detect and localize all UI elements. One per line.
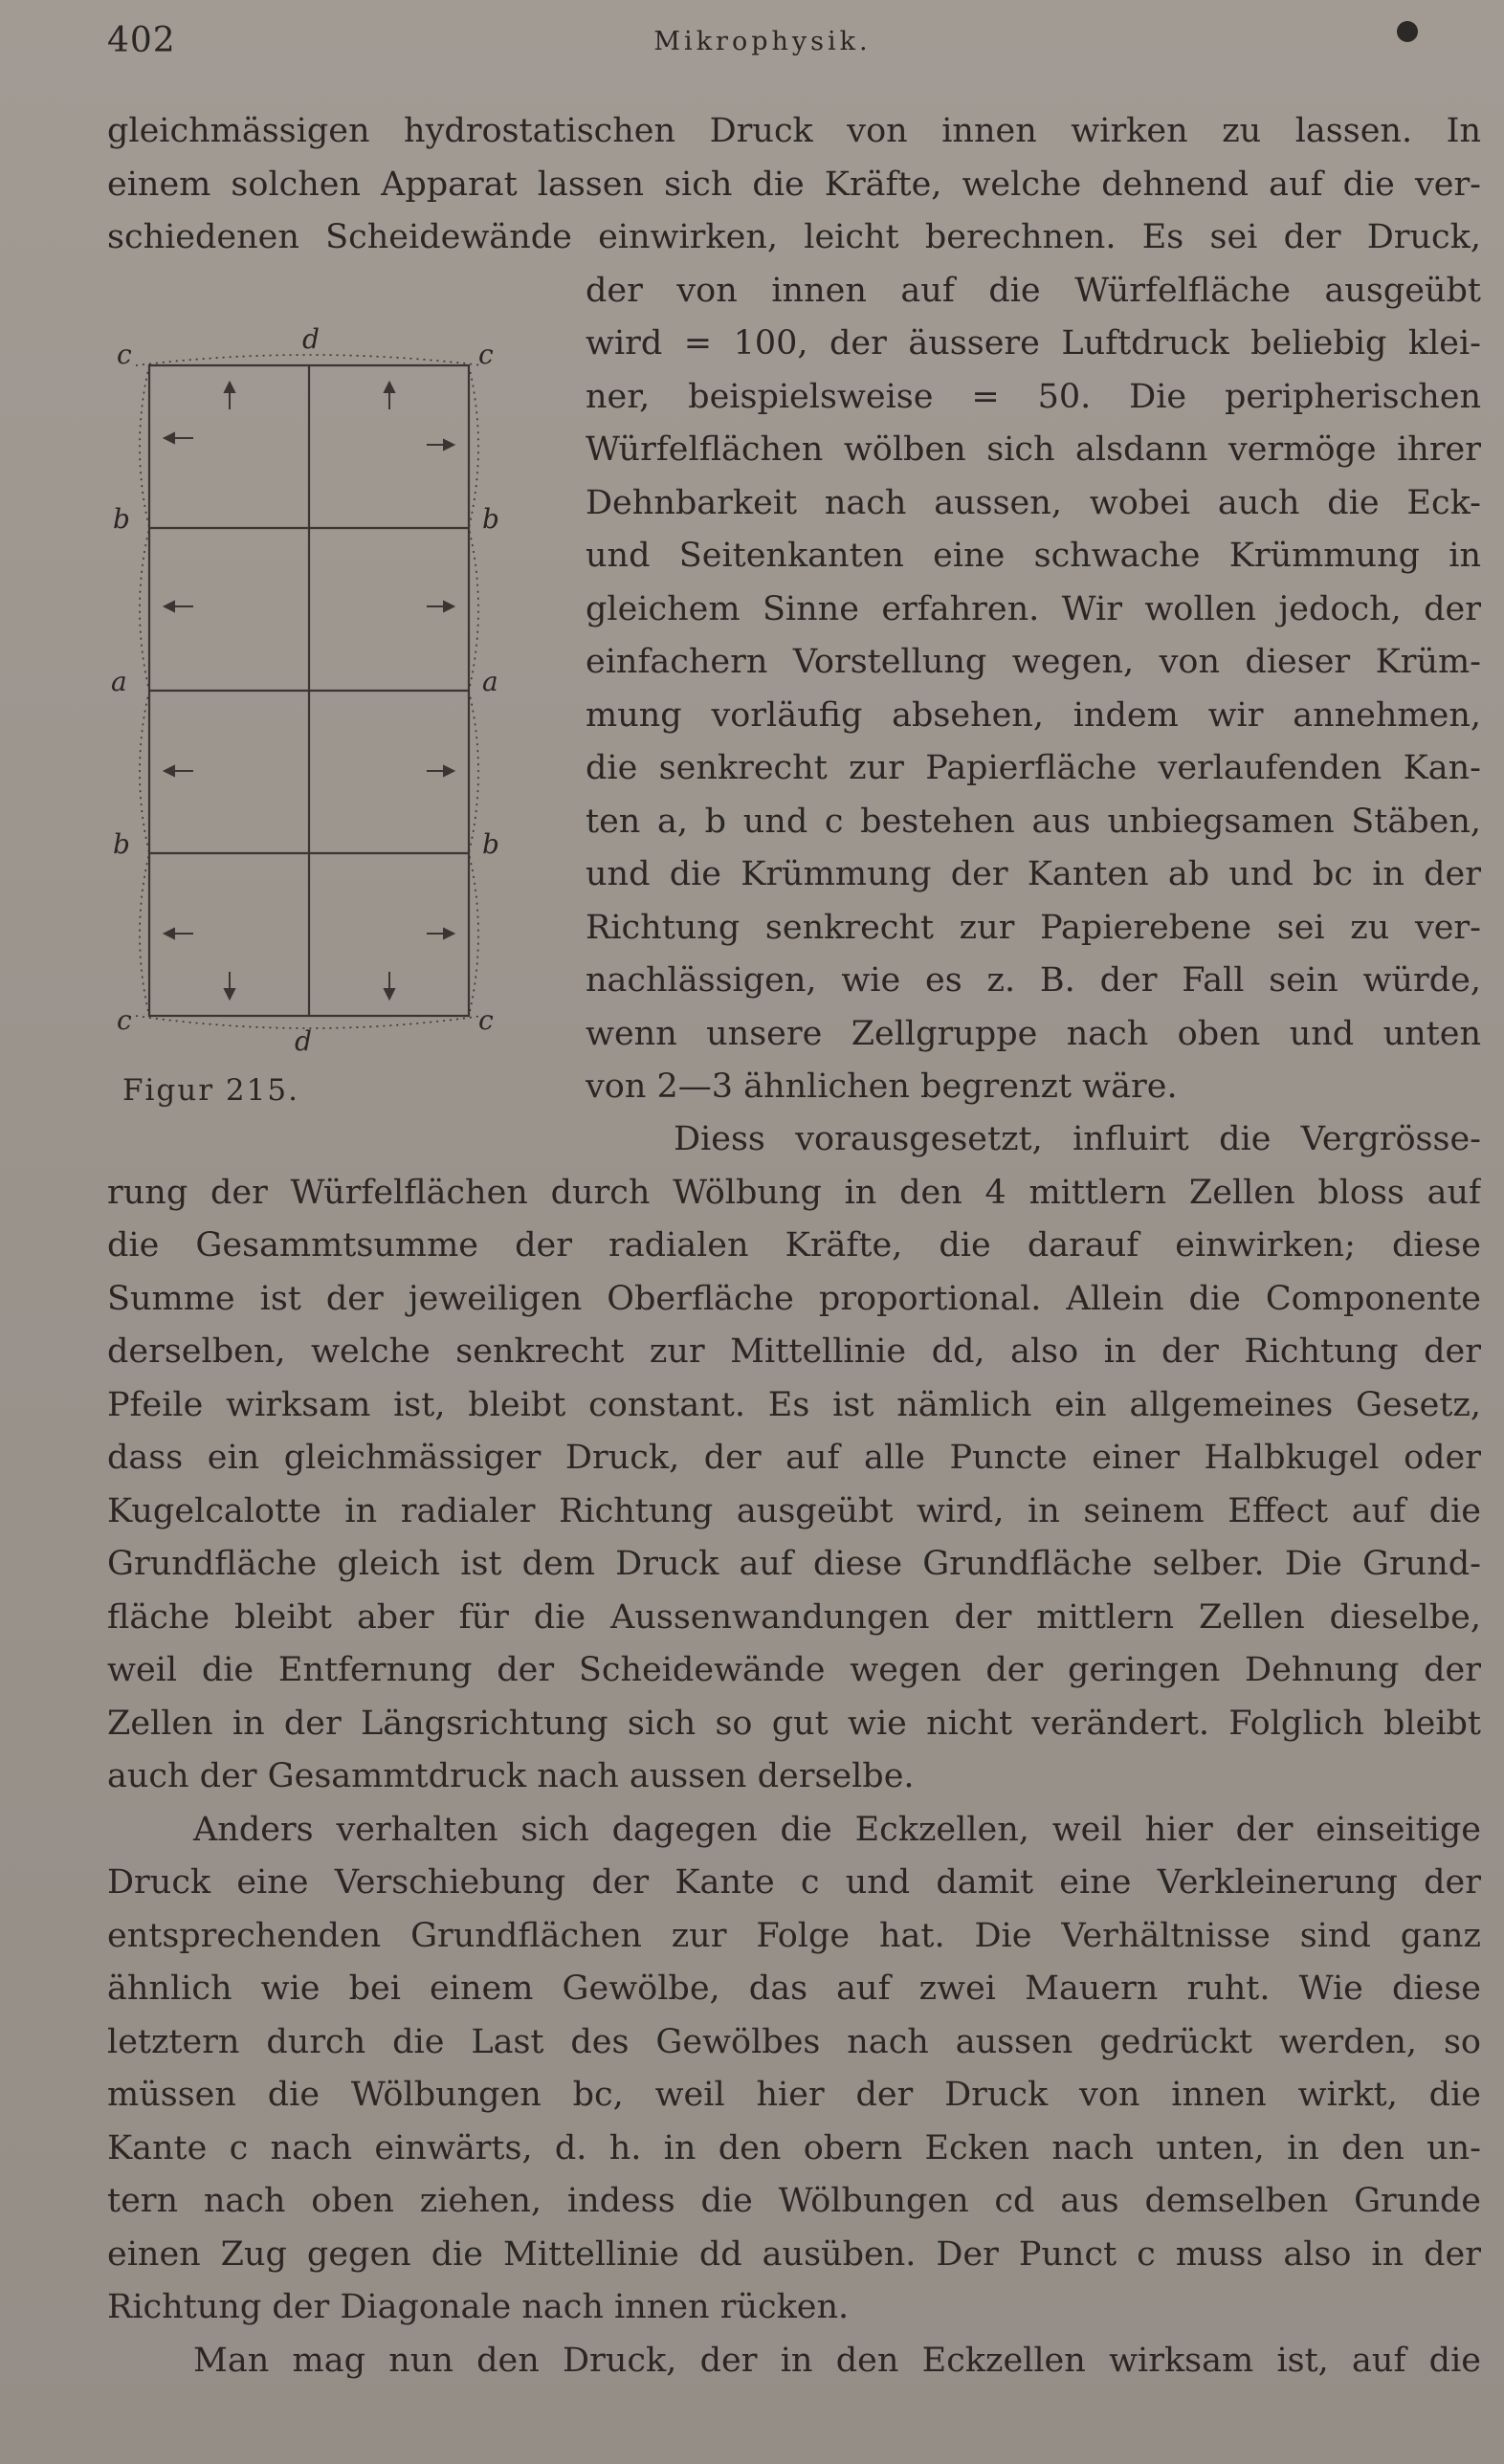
text-line: derselben, welche senkrecht zur Mittellinie dd, also in der Richtung der (107, 1332, 1481, 1371)
label-b-left-lower: b (113, 828, 130, 860)
top-paragraph (107, 105, 1481, 265)
text-line: tern nach oben ziehen, indess die Wölbungen cd aus demselben Grunde (107, 2182, 1481, 2220)
text-line: von 2—3 ähnlichen begrenzt wäre. (586, 1067, 1178, 1106)
running-head (107, 21, 1418, 69)
text-line: Grundfläche gleich ist dem Druck auf diese Grundfläche selber. Die Grund- (107, 1545, 1481, 1583)
text-line: einfachern Vorstellung wegen, von dieser Krüm- (586, 643, 1481, 681)
text-line: nachlässigen, wie es z. B. der Fall sein würde, (586, 961, 1481, 1000)
text-line: ner, beispielsweise = 50. Die peripherischen (586, 377, 1481, 416)
label-b-right-lower: b (482, 828, 499, 860)
label-a-right: a (482, 666, 498, 697)
text-line: ten a, b und c bestehen aus unbiegsamen Stäben, (586, 802, 1481, 841)
side-paragraph (586, 265, 1481, 1114)
running-title: Mikrophysik. (653, 27, 872, 56)
text-line: der von innen auf die Würfelfläche ausgeübt (586, 271, 1481, 310)
text-line: einem solchen Apparat lassen sich die Kräfte, welche dehnend auf die ver- (107, 165, 1481, 204)
text-line: mung vorläufig absehen, indem wir annehmen, (586, 695, 1481, 735)
label-b-left-upper: b (113, 503, 130, 535)
text-line: Pfeile wirksam ist, bleibt constant. Es ist nämlich ein allgemeines Gesetz, (107, 1385, 1481, 1424)
text-line: rung der Würfelflächen durch Wölbung in den 4 mittlern Zellen bloss auf (107, 1173, 1481, 1212)
text-line: wird = 100, der äussere Luftdruck beliebig klei- (586, 324, 1481, 363)
main-paragraphs (107, 1113, 1481, 2387)
page-number: 402 (107, 21, 176, 60)
text-line: Diess vorausgesetzt, influirt die Vergrösse- (674, 1120, 1481, 1158)
text-line: Kante c nach einwärts, d. h. in den obern Ecken nach unten, in den un- (107, 2128, 1481, 2167)
label-b-right-upper: b (482, 503, 499, 535)
label-d-top: d (302, 325, 320, 355)
text-line: Richtung senkrecht zur Papierebene sei zu ver- (586, 908, 1481, 947)
label-c-top-right: c (478, 339, 494, 370)
text-line: weil die Entfernung der Scheidewände wegen der geringen Dehnung der (107, 1651, 1481, 1689)
text-line: und Seitenkanten eine schwache Krümmung in (586, 537, 1481, 575)
text-line: Druck eine Verschiebung der Kante c und damit eine Verkleinerung der (107, 1863, 1481, 1902)
text-line: wenn unsere Zellgruppe nach oben und unten (586, 1014, 1481, 1053)
text-line: Würfelflächen wölben sich alsdann vermöge ihrer (586, 430, 1481, 469)
text-line: schiedenen Scheidewände einwirken, leicht berechnen. Es sei der Druck, (107, 218, 1481, 256)
text-line: die Gesammtsumme der radialen Kräfte, die darauf einwirken; diese (107, 1226, 1481, 1265)
text-line: gleichem Sinne erfahren. Wir wollen jedoch, der (586, 589, 1481, 628)
figure-caption: Figur 215. (122, 1073, 299, 1108)
text-line: Kugelcalotte in radialer Richtung ausgeübt wird, in seinem Effect auf die (107, 1491, 1481, 1530)
label-c-top-left: c (117, 339, 132, 370)
text-line: fläche bleibt aber für die Aussenwandungen der mittlern Zellen dieselbe, (107, 1597, 1481, 1637)
label-c-bottom-right: c (478, 1004, 494, 1036)
text-line: Richtung der Diagonale nach innen rücken. (107, 2288, 850, 2326)
text-line: und die Krümmung der Kanten ab und bc in der (586, 855, 1481, 893)
text-line: Zellen in der Längsrichtung sich so gut wie nicht verändert. Folglich bleibt (107, 1704, 1481, 1743)
text-line: Dehnbarkeit nach aussen, wobei auch die Eck- (586, 483, 1481, 522)
text-line: die senkrecht zur Papierfläche verlaufenden Kan- (586, 749, 1481, 787)
label-d-bottom: d (295, 1025, 312, 1057)
text-line: müssen die Wölbungen bc, weil hier der Druck von innen wirkt, die (107, 2076, 1481, 2114)
text-line: dass ein gleichmässiger Druck, der auf alle Puncte einer Halbkugel oder (107, 1439, 1481, 1477)
text-line: letztern durch die Last des Gewölbes nach aussen gedrückt werden, so (107, 2022, 1481, 2061)
text-line: einen Zug gegen die Mittellinie dd ausüben. Der Punct c muss also in der (107, 2234, 1481, 2274)
text-line: Summe ist der jeweiligen Oberfläche proportional. Allein die Componente (107, 1279, 1481, 1318)
text-line: Man mag nun den Druck, der in den Eckzellen wirksam ist, auf die (193, 2341, 1481, 2380)
cell-grid (149, 365, 469, 1016)
text-line: gleichmässigen hydrostatischen Druck von innen wirken zu lassen. In (107, 112, 1481, 150)
figure-215 (107, 325, 528, 1119)
text-line: Anders verhalten sich dagegen die Eckzellen, weil hier der einseitige (193, 1810, 1481, 1849)
label-a-left: a (111, 666, 127, 697)
cell-diagram (107, 325, 528, 1081)
text-line: auch der Gesammtdruck nach aussen derselbe. (107, 1757, 915, 1795)
text-line: ähnlich wie bei einem Gewölbe, das auf zwei Mauern ruht. Wie diese (107, 1969, 1481, 2008)
text-line: entsprechenden Grundflächen zur Folge hat. Die Verhältnisse sind ganz (107, 1916, 1481, 1955)
label-c-bottom-left: c (117, 1004, 132, 1036)
ink-speck (1397, 21, 1418, 42)
